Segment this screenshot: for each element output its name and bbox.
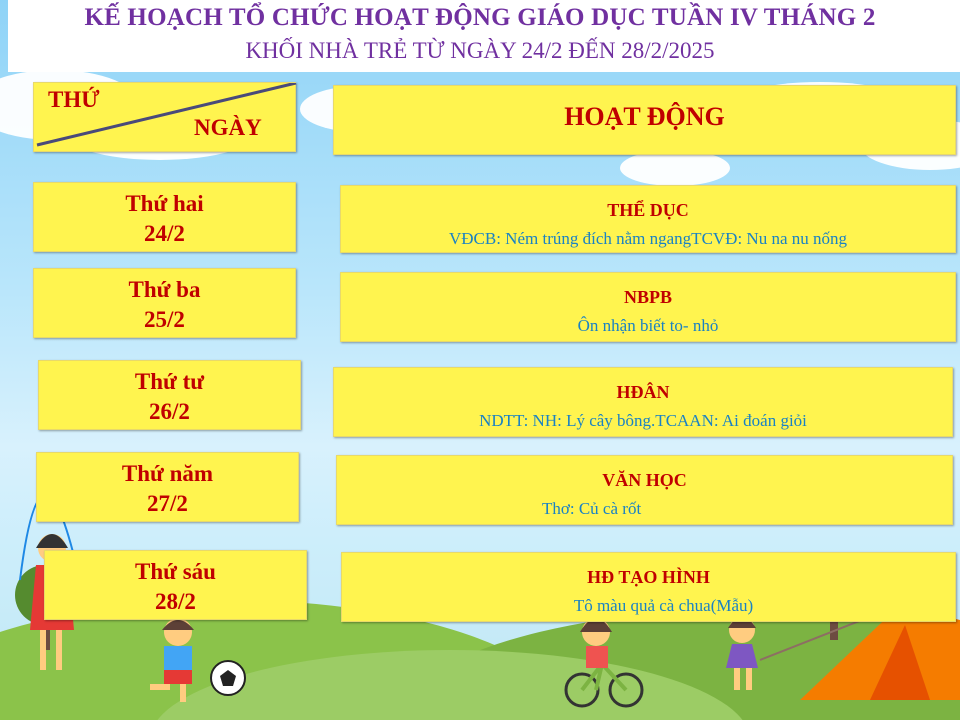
activity-cell-thursday: [336, 455, 953, 525]
page-subtitle: KHỐI NHÀ TRẺ TỪ NGÀY 24/2 ĐẾN 28/2/2025: [245, 38, 715, 63]
header-hoat-dong: HOẠT ĐỘNG: [564, 102, 725, 131]
header-thu: THỨ: [48, 87, 100, 112]
day-cell-tuesday: [33, 268, 296, 338]
activity-title: VĂN HỌC: [602, 470, 687, 490]
girl-on-bicycle-icon: [566, 618, 642, 706]
header-day-date-cell: [33, 82, 296, 152]
date-label: 24/2: [144, 221, 185, 246]
date-label: 27/2: [147, 491, 188, 516]
activity-detail: Tô màu quả cà chua(Mẫu): [573, 596, 754, 615]
soccer-ball-icon: [211, 661, 245, 695]
activity-detail: Thơ: Củ cà rốt: [542, 499, 642, 518]
activity-cell-wednesday: [333, 367, 953, 437]
activity-detail: NDTT: NH: Lý cây bông.TCAAN: Ai đoán giỏi: [479, 411, 807, 430]
activity-cell-friday: [341, 552, 956, 622]
day-cell-monday: [33, 182, 296, 252]
activity-title: NBPB: [623, 287, 672, 307]
date-label: 25/2: [144, 307, 185, 332]
activity-cell-monday: [340, 185, 956, 253]
date-label: 28/2: [155, 589, 196, 614]
boy-playing-soccer-icon: [150, 618, 194, 702]
date-label: 26/2: [149, 399, 190, 424]
activity-detail: Ôn nhận biết to- nhỏ: [577, 316, 719, 335]
girl-waving-icon: [726, 617, 758, 690]
header-activity-cell: [333, 85, 956, 155]
day-label: Thứ ba: [128, 277, 201, 302]
header-ngay: NGÀY: [194, 115, 262, 140]
day-label: Thứ hai: [125, 191, 204, 216]
day-cell-thursday: [36, 452, 299, 522]
day-cell-wednesday: [38, 360, 301, 430]
page-title: KẾ HOẠCH TỔ CHỨC HOẠT ĐỘNG GIÁO DỤC TUẦN IV THÁNG 2: [84, 4, 876, 31]
day-label: Thứ sáu: [135, 559, 216, 584]
activity-title: HĐÂN: [616, 382, 670, 402]
day-cell-friday: [44, 550, 307, 620]
activity-title: HĐ TẠO HÌNH: [587, 567, 710, 587]
activity-title: THỂ DỤC: [607, 200, 689, 220]
day-label: Thứ năm: [121, 461, 214, 486]
day-label: Thứ tư: [134, 369, 205, 394]
activity-cell-tuesday: [340, 272, 956, 342]
activity-detail: VĐCB: Ném trúng đích nằm ngangTCVĐ: Nu na nu nống: [448, 229, 848, 248]
